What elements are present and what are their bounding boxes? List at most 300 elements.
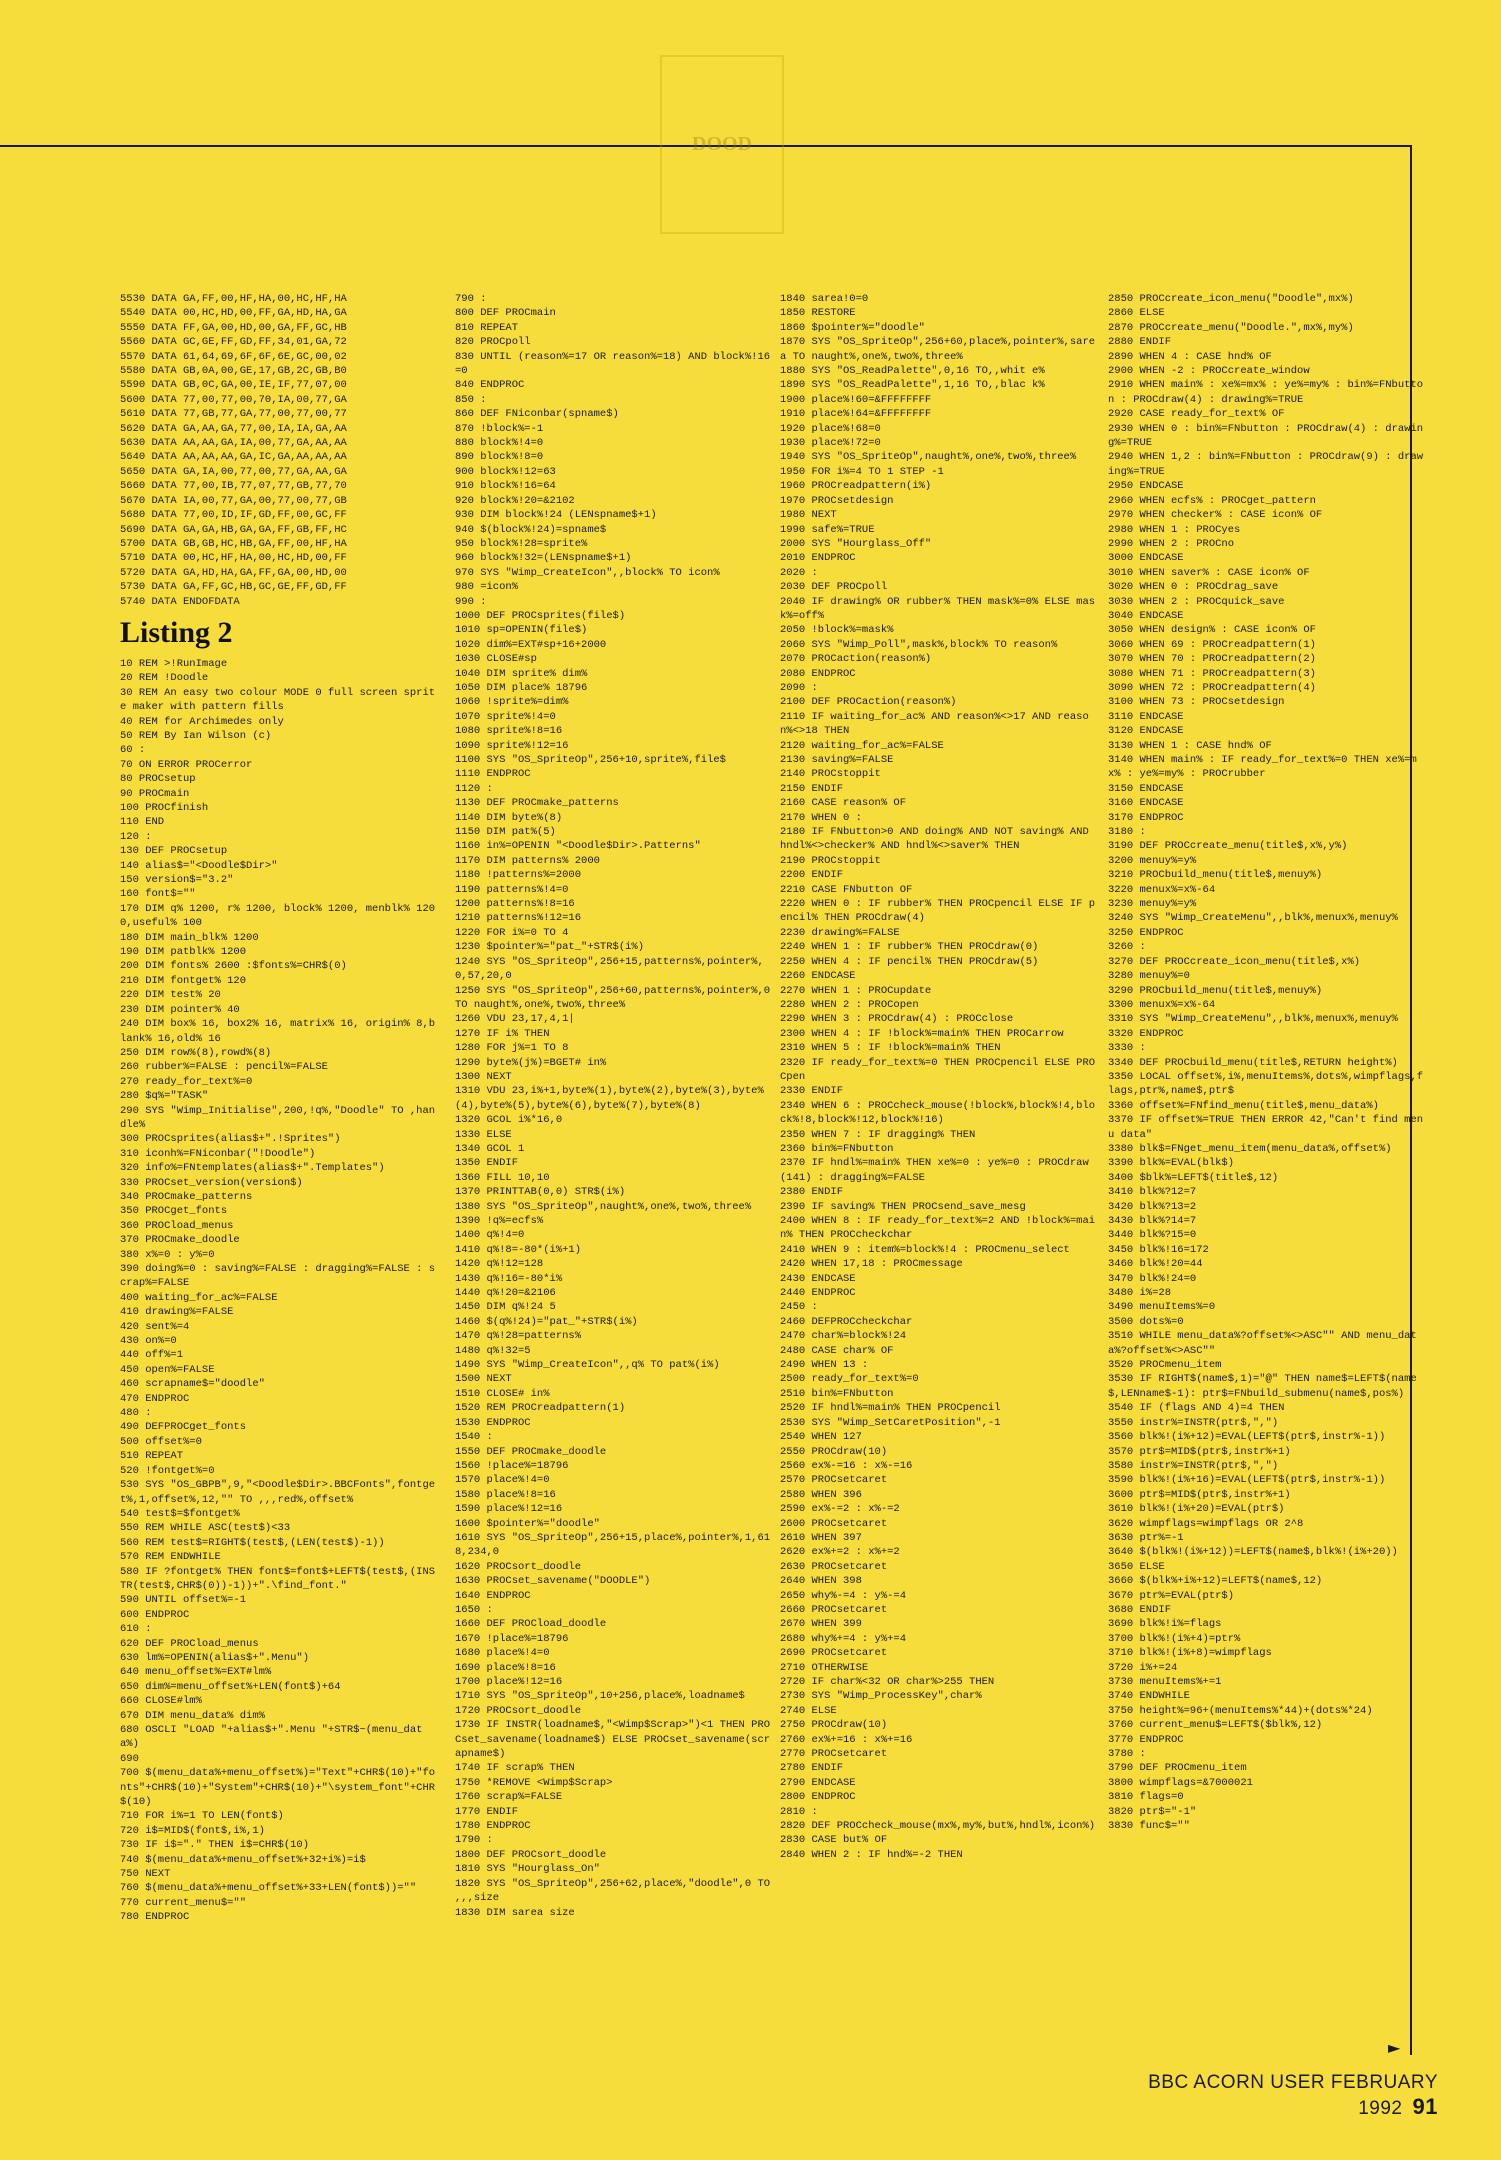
code-line: 1200 patterns%!8=16	[455, 898, 575, 911]
code-line: 2240 WHEN 1 : IF rubber% THEN PROCdraw(0)	[780, 941, 1039, 954]
page-footer	[1108, 2072, 1438, 2120]
code-line: 3500 dots%=0	[1108, 1315, 1184, 1328]
code-line: 570 REM ENDWHILE	[120, 1551, 221, 1564]
code-line: 230 DIM pointer% 40	[120, 1003, 240, 1016]
code-line: 70 ON ERROR PROCerror	[120, 758, 253, 771]
code-line: 1960 PROCreadpattern(i%)	[780, 480, 932, 493]
code-line: 3230 menuy%=y%	[1108, 898, 1197, 911]
code-line: 1360 FILL 10,10	[455, 1171, 550, 1184]
code-line: 2560 ex%-=16 : x%-=16	[780, 1459, 913, 1472]
code-line: 1210 patterns%!12=16	[455, 912, 582, 925]
code-line: 1070 sprite%!4=0	[455, 710, 556, 723]
code-line: 510 REPEAT	[120, 1450, 184, 1463]
code-line: 1570 place%!4=0	[455, 1474, 550, 1487]
code-line: 1180 !patterns%=2000	[455, 869, 582, 882]
code-line: 3250 ENDPROC	[1108, 926, 1184, 939]
code-line: 1170 DIM patterns% 2000	[455, 854, 600, 867]
code-line: 2900 WHEN -2 : PROCcreate_window	[1108, 365, 1310, 378]
code-line: 770 current_menu$=""	[120, 1896, 247, 1909]
code-line: 3740 ENDWHILE	[1108, 1690, 1190, 1703]
code-line: 140 alias$="<Doodle$Dir>"	[120, 859, 278, 872]
code-line: 2480 CASE char% OF	[780, 1344, 894, 1357]
code-line: 1040 DIM sprite% dim%	[455, 667, 588, 680]
code-line: 2450 :	[780, 1301, 818, 1314]
code-line: 3650 ELSE	[1108, 1560, 1165, 1573]
code-line: 3050 WHEN design% : CASE icon% OF	[1108, 624, 1316, 637]
code-line: 3260 :	[1108, 941, 1146, 954]
code-line: 3770 ENDPROC	[1108, 1733, 1184, 1746]
code-line: 3800 wimpflags=&7000021	[1108, 1776, 1253, 1789]
code-line: 1650 :	[455, 1603, 493, 1616]
code-line: 3120 ENDCASE	[1108, 725, 1184, 738]
code-line: 3420 blk%?13=2	[1108, 1200, 1197, 1213]
code-line: 390 doing%=0 : saving%=FALSE : dragging%=FALSE : scrap%=FALSE	[120, 1263, 436, 1290]
code-line: 1780 ENDPROC	[455, 1820, 531, 1833]
code-line: 180 DIM main_blk% 1200	[120, 931, 259, 944]
code-line: 2750 PROCdraw(10)	[780, 1719, 888, 1732]
code-line: 2160 CASE reason% OF	[780, 797, 907, 810]
code-line: 3200 menuy%=y%	[1108, 854, 1197, 867]
code-line: 2830 CASE but% OF	[780, 1834, 888, 1847]
code-line: 380 x%=0 : y%=0	[120, 1248, 215, 1261]
code-line: 2040 IF drawing% OR rubber% THEN mask%=0% ELSE mask%=off%	[780, 595, 1096, 622]
code-line: 2530 SYS "Wimp_SetCaretPosition",-1	[780, 1416, 1001, 1429]
code-line: 2730 SYS "Wimp_ProcessKey",char%	[780, 1690, 982, 1703]
code-line: 40 REM for Archimedes only	[120, 715, 284, 728]
code-line: 3470 blk%!24=0	[1108, 1272, 1197, 1285]
code-line: 5670 DATA IA,00,77,GA,00,77,00,77,GB	[120, 494, 347, 507]
code-line: 3150 ENDCASE	[1108, 782, 1184, 795]
code-line: 1100 SYS "OS_SpriteOp",256+10,sprite%,file$	[455, 754, 726, 766]
code-line: 3080 WHEN 71 : PROCreadpattern(3)	[1108, 667, 1316, 680]
code-line: 2570 PROCsetcaret	[780, 1474, 888, 1487]
code-line: 540 test$=$fontget%	[120, 1507, 240, 1520]
code-line: 410 drawing%=FALSE	[120, 1306, 234, 1319]
code-line: 340 PROCmake_patterns	[120, 1190, 253, 1203]
code-line: 620 DEF PROCload_menus	[120, 1637, 259, 1650]
code-line: 2260 ENDCASE	[780, 970, 856, 983]
code-line: 3270 DEF PROCcreate_icon_menu(title$,x%)	[1108, 955, 1361, 968]
code-column-3	[780, 292, 1098, 1862]
code-line: 2940 WHEN 1,2 : bin%=FNbutton : PROCdraw(9) : drawing%=TRUE	[1108, 451, 1424, 478]
code-line: 1630 PROCset_savename("DOODLE")	[455, 1575, 651, 1588]
code-line: 3090 WHEN 72 : PROCreadpattern(4)	[1108, 681, 1316, 694]
code-line: 3040 ENDCASE	[1108, 609, 1184, 622]
code-line: 3030 WHEN 2 : PROCquick_save	[1108, 595, 1285, 608]
code-line: 1760 scrap%=FALSE	[455, 1791, 563, 1804]
code-line: 5620 DATA GA,AA,GA,77,00,IA,IA,GA,AA	[120, 422, 347, 435]
code-line: 780 ENDPROC	[120, 1911, 190, 1924]
code-line: 3070 WHEN 70 : PROCreadpattern(2)	[1108, 653, 1316, 666]
code-line: 60 :	[120, 744, 146, 757]
code-line: 2340 WHEN 6 : PROCcheck_mouse(!block%,block%!4,block%!8,block%!12,block%!16)	[780, 1099, 1096, 1127]
code-line: 3530 IF RIGHT$(name$,1)="@" THEN name$=LEFT$(name$,LENname$-1): ptr$=FNbuild_submenu(name$,pos%)	[1108, 1373, 1417, 1400]
code-line: 50 REM By Ian Wilson (c)	[120, 729, 272, 742]
code-line: 2090 :	[780, 681, 818, 694]
code-line: 5570 DATA 61,64,69,6F,6F,6E,GC,00,02	[120, 350, 347, 363]
code-line: 3190 DEF PROCcreate_menu(title$,x%,y%)	[1108, 840, 1348, 853]
code-line: 3660 $(blk%+i%+12)=LEFT$(name$,12)	[1108, 1575, 1323, 1588]
code-line: 2470 char%=block%!24	[780, 1330, 907, 1343]
code-line: 20 REM !Doodle	[120, 672, 209, 685]
code-line: 3460 blk%!20=44	[1108, 1258, 1203, 1271]
code-line: 160 font$=""	[120, 888, 196, 901]
code-line: 2920 CASE ready_for_text% OF	[1108, 408, 1285, 421]
code-line: 3130 WHEN 1 : CASE hnd% OF	[1108, 739, 1272, 752]
code-line: 10 REM >!RunImage	[120, 657, 228, 670]
code-line: 660 CLOSE#lm%	[120, 1695, 202, 1708]
code-line: 1340 GCOL 1	[455, 1142, 525, 1155]
code-line: 3560 blk%!(i%+12)=EVAL(LEFT$(ptr$,instr%-1))	[1108, 1431, 1386, 1444]
code-line: 1290 byte%(j%)=BGET# in%	[455, 1056, 607, 1069]
code-line: 1980 NEXT	[780, 509, 837, 522]
code-line: 1720 PROCsort_doodle	[455, 1704, 582, 1717]
code-line: 1940 SYS "OS_SpriteOp",naught%,one%,two%,three%	[780, 451, 1077, 464]
code-line: 3210 PROCbuild_menu(title$,menuy%)	[1108, 869, 1323, 882]
code-line: 1320 GCOL i%*16,0	[455, 1114, 563, 1127]
code-line: 5740 DATA ENDOFDATA	[120, 595, 240, 608]
code-line: 5560 DATA GC,GE,FF,GD,FF,34,01,GA,72	[120, 336, 347, 349]
code-line: 310 iconh%=FNiconbar("!Doodle")	[120, 1147, 316, 1160]
code-line: 5600 DATA 77,00,77,00,70,IA,00,77,GA	[120, 393, 347, 406]
code-line: 440 off%=1	[120, 1349, 184, 1362]
code-line: 150 version$="3.2"	[120, 874, 234, 887]
code-line: 1420 q%!12=128	[455, 1258, 544, 1271]
code-line: 1640 ENDPROC	[455, 1589, 531, 1602]
code-line: 300 PROCsprites(alias$+".!Sprites")	[120, 1133, 341, 1146]
code-line: 2190 PROCstoppit	[780, 854, 881, 867]
code-line: 2800 ENDPROC	[780, 1791, 856, 1804]
code-line: 2460 DEFPROCcheckchar	[780, 1315, 913, 1328]
code-line: 2820 DEF PROCcheck_mouse(mx%,my%,but%,hndl%,icon%)	[780, 1820, 1096, 1833]
code-line: 990 :	[455, 595, 487, 608]
code-line: 870 !block%=-1	[455, 422, 544, 435]
code-column-4	[1108, 292, 1426, 1833]
code-line: 5550 DATA FF,GA,00,HD,00,GA,FF,GC,HB	[120, 321, 347, 334]
code-line: 1540 :	[455, 1431, 493, 1444]
code-line: 2980 WHEN 1 : PROCyes	[1108, 523, 1241, 536]
code-line: 1700 place%!12=16	[455, 1676, 563, 1688]
code-line: 1990 safe%=TRUE	[780, 523, 875, 536]
code-line: 3280 menuy%=0	[1108, 970, 1190, 983]
code-line: 2250 WHEN 4 : IF pencil% THEN PROCdraw(5)	[780, 955, 1039, 968]
code-line: 5630 DATA AA,AA,GA,IA,00,77,GA,AA,AA	[120, 437, 347, 450]
code-line: 2710 OTHERWISE	[780, 1661, 869, 1674]
code-line: 350 PROCget_fonts	[120, 1205, 228, 1218]
code-line: 970 SYS "Wimp_CreateIcon",,block% TO icon%	[455, 566, 720, 579]
code-line: 930 DIM block%!24 (LENspname$+1)	[455, 509, 657, 522]
code-line: 630 lm%=OPENIN(alias$+".Menu")	[120, 1651, 310, 1664]
code-line: 1520 REM PROCreadpattern(1)	[455, 1402, 626, 1415]
code-line: 2440 ENDPROC	[780, 1287, 856, 1300]
code-line: 2050 !block%=mask%	[780, 624, 894, 637]
code-line: 3310 SYS "Wimp_CreateMenu",,blk%,menux%,menuy%	[1108, 1013, 1398, 1026]
code-line: 2390 IF saving% THEN PROCsend_save_mesg	[780, 1200, 1026, 1213]
code-line: 3000 ENDCASE	[1108, 552, 1184, 565]
code-line: 3060 WHEN 69 : PROCreadpattern(1)	[1108, 638, 1316, 651]
code-line: 960 block%!32=(LENspname$+1)	[455, 552, 632, 565]
code-line: 1740 IF scrap% THEN	[455, 1762, 575, 1775]
code-line: 2370 IF hndl%=main% THEN xe%=0 : ye%=0 : PROCdraw(141) : dragging%=FALSE	[780, 1157, 1089, 1184]
code-line: 2070 PROCaction(reason%)	[780, 653, 932, 666]
code-line: 5700 DATA GB,GB,HC,HB,GA,FF,00,HF,HA	[120, 537, 347, 550]
code-line: 3010 WHEN saver% : CASE icon% OF	[1108, 566, 1310, 579]
code-line: 710 FOR i%=1 TO LEN(font$)	[120, 1810, 284, 1823]
code-line: 1130 DEF PROCmake_patterns	[455, 797, 619, 810]
code-line: 1110 ENDPROC	[455, 768, 531, 781]
code-line: 280 $q%="TASK"	[120, 1090, 209, 1103]
code-line: 1860 $pointer%="doodle"	[780, 321, 925, 334]
code-line: 1580 place%!8=16	[455, 1488, 556, 1501]
code-line: 3510 WHILE menu_data%?offset%<>ASC"" AND menu_data%?offset%<>ASC""	[1108, 1330, 1417, 1357]
code-line: 260 rubber%=FALSE : pencil%=FALSE	[120, 1061, 328, 1074]
code-line: 910 block%!16=64	[455, 480, 556, 493]
code-line: 2500 ready_for_text%=0	[780, 1373, 919, 1386]
code-line: 3370 IF offset%=TRUE THEN ERROR 42,"Can't find menu data"	[1108, 1114, 1424, 1141]
code-line: 240 DIM box% 16, box2% 16, matrix% 16, origin% 8,blank% 16,old% 16	[120, 1018, 436, 1045]
code-line: 2760 ex%+=16 : x%+=16	[780, 1733, 913, 1746]
code-line: 2680 why%+=4 : y%+=4	[780, 1632, 907, 1645]
code-line: 3690 blk%!i%=flags	[1108, 1618, 1222, 1631]
code-line: 2080 ENDPROC	[780, 667, 856, 680]
code-line: 3140 WHEN main% : IF ready_for_text%=0 THEN xe%=mx% : ye%=my% : PROCrubber	[1108, 754, 1417, 781]
code-line: 1900 place%!60=&FFFFFFFF	[780, 393, 932, 406]
code-line: 1530 ENDPROC	[455, 1416, 531, 1429]
code-line: 1300 NEXT	[455, 1070, 512, 1083]
code-line: 650 dim%=menu_offset%+LEN(font$)+64	[120, 1680, 341, 1693]
code-line: 2350 WHEN 7 : IF dragging% THEN	[780, 1128, 976, 1141]
code-line: 200 DIM fonts% 2600 :$fonts%=CHR$(0)	[120, 960, 347, 973]
code-line: 2910 WHEN main% : xe%=mx% : ye%=my% : bin%=FNbutton : PROCdraw(4) : drawing%=TRUE	[1108, 379, 1424, 406]
code-line: 1380 SYS "OS_SpriteOp",naught%,one%,two%,three%	[455, 1200, 752, 1213]
code-line: 360 PROCload_menus	[120, 1219, 234, 1232]
code-line: 2860 ELSE	[1108, 307, 1165, 320]
code-line: 610 :	[120, 1623, 152, 1636]
code-line: 1850 RESTORE	[780, 307, 856, 320]
code-line: 3640 $(blk%!(i%+12))=LEFT$(name$,blk%!(i%+20))	[1108, 1546, 1398, 1559]
code-line: 2000 SYS "Hourglass_Off"	[780, 537, 932, 550]
code-line: 760 $(menu_data%+menu_offset%+33+LEN(font$))=""	[120, 1882, 417, 1895]
code-line: 1400 q%!4=0	[455, 1229, 525, 1242]
code-line: 1270 IF i% THEN	[455, 1027, 550, 1040]
code-line: 3790 DEF PROCmenu_item	[1108, 1762, 1247, 1775]
code-line: 840 ENDPROC	[455, 379, 525, 392]
code-line: 600 ENDPROC	[120, 1608, 190, 1621]
code-line: 1220 FOR i%=0 TO 4	[455, 926, 569, 939]
code-line: 2790 ENDCASE	[780, 1776, 856, 1789]
code-line: 5680 DATA 77,00,ID,IF,GD,FF,00,GC,FF	[120, 509, 347, 522]
code-line: 2060 SYS "Wimp_Poll",mask%,block% TO reason%	[780, 638, 1058, 651]
code-line: 3760 current_menu$=LEFT$($blk%,12)	[1108, 1719, 1323, 1732]
code-line: 2970 WHEN checker% : CASE icon% OF	[1108, 509, 1323, 522]
code-line: 1710 SYS "OS_SpriteOp",10+256,place%,loadname$	[455, 1690, 745, 1703]
code-line: 1600 $pointer%="doodle"	[455, 1517, 600, 1530]
code-line: 5660 DATA 77,00,IB,77,07,77,GB,77,70	[120, 480, 347, 493]
code-line: 5730 DATA GA,FF,GC,HB,GC,GE,FF,GD,FF	[120, 581, 347, 594]
code-line: 500 offset%=0	[120, 1435, 202, 1448]
code-line: 2990 WHEN 2 : PROCno	[1108, 537, 1235, 550]
code-line: 1450 DIM q%!24 5	[455, 1301, 556, 1314]
code-line: 5650 DATA GA,IA,00,77,00,77,GA,AA,GA	[120, 465, 347, 478]
code-line: 750 NEXT	[120, 1868, 171, 1881]
code-line: 1030 CLOSE#sp	[455, 653, 537, 666]
code-line: 210 DIM fontget% 120	[120, 974, 247, 987]
code-line: 460 scrapname$="doodle"	[120, 1378, 265, 1391]
code-line: 1440 q%!20=&2106	[455, 1287, 556, 1300]
code-line: 530 SYS "OS_GBPB",9,"<Doodle$Dir>.BBCFonts",fontget%,1,offset%,12,"" TO ,,,red%,offset%	[120, 1479, 436, 1506]
code-line: 5610 DATA 77,GB,77,GA,77,00,77,00,77	[120, 408, 347, 421]
code-line: 1460 $(q%!24)="pat_"+STR$(i%)	[455, 1315, 638, 1328]
code-line: 1050 DIM place% 18796	[455, 681, 588, 694]
code-line: 3630 ptr%=-1	[1108, 1531, 1184, 1544]
code-line: 2170 WHEN 0 :	[780, 811, 862, 824]
code-line: 790 :	[455, 293, 487, 305]
code-line: 1670 !place%=18796	[455, 1632, 569, 1645]
code-line: 1920 place%!68=0	[780, 422, 881, 435]
code-line: 670 DIM menu_data% dim%	[120, 1709, 265, 1722]
code-line: 5720 DATA GA,HD,HA,GA,FF,GA,00,HD,00	[120, 566, 347, 579]
code-line: 2610 WHEN 397	[780, 1531, 862, 1544]
code-line: 2430 ENDCASE	[780, 1272, 856, 1285]
code-line: 2540 WHEN 127	[780, 1431, 862, 1444]
code-line: 2780 ENDIF	[780, 1762, 844, 1775]
code-line: 3570 ptr$=MID$(ptr$,instr%+1)	[1108, 1445, 1291, 1458]
code-line: 2870 PROCcreate_menu("Doodle.",mx%,my%)	[1108, 321, 1354, 334]
code-line: 400 waiting_for_ac%=FALSE	[120, 1291, 278, 1304]
code-line: 3730 menuItems%+=1	[1108, 1676, 1222, 1688]
code-line: 5710 DATA 00,HC,HF,HA,00,HC,HD,00,FF	[120, 552, 347, 565]
code-line: 830 UNTIL (reason%=17 OR reason%=18) AND block%!16=0	[455, 350, 771, 378]
code-line: 2290 WHEN 3 : PROCdraw(4) : PROCclose	[780, 1013, 1014, 1026]
code-line: 2690 PROCsetcaret	[780, 1647, 888, 1660]
code-column-1	[120, 292, 438, 1925]
code-line: 1500 NEXT	[455, 1373, 512, 1386]
code-line: 1060 !sprite%=dim%	[455, 696, 569, 709]
code-line: 3180 :	[1108, 826, 1146, 839]
watermark-logo	[660, 55, 784, 234]
page-number: 91	[1412, 2094, 1438, 2119]
code-line: 2010 ENDPROC	[780, 552, 856, 565]
code-line: 90 PROCmain	[120, 787, 190, 800]
code-line: 1490 SYS "Wimp_CreateIcon",,q% TO pat%(i%)	[455, 1359, 720, 1372]
code-line: 2400 WHEN 8 : IF ready_for_text%=2 AND !block%=main% THEN PROCcheckchar	[780, 1215, 1096, 1242]
code-line: 1480 q%!32=5	[455, 1344, 531, 1357]
code-line: 580 IF ?fontget% THEN font$=font$+LEFT$(test$,(INSTR(test$,CHR$(0))-1))+".\find_font."	[120, 1565, 436, 1592]
code-line: 1330 ELSE	[455, 1128, 512, 1141]
code-line: 3680 ENDIF	[1108, 1603, 1172, 1616]
code-line: 1730 IF INSTR(loadname$,"<Wimp$Scrap>")<1 THEN PROCset_savename(loadname$) ELSE PROCset_savename(scrapname$)	[455, 1719, 771, 1761]
code-line: 100 PROCfinish	[120, 802, 209, 814]
code-line: 2200 ENDIF	[780, 869, 844, 882]
code-line: 3490 menuItems%=0	[1108, 1301, 1216, 1314]
code-line: 1800 DEF PROCsort_doodle	[455, 1848, 607, 1861]
code-line: 2630 PROCsetcaret	[780, 1560, 888, 1573]
code-line: 3020 WHEN 0 : PROCdrag_save	[1108, 581, 1279, 594]
code-line: 420 sent%=4	[120, 1320, 190, 1333]
code-line: 2740 ELSE	[780, 1704, 837, 1717]
code-line: 1160 in%=OPENIN "<Doodle$Dir>.Patterns"	[455, 840, 701, 853]
code-line: 2030 DEF PROCpoll	[780, 581, 888, 594]
code-line: 3400 $blk%=LEFT$(title$,12)	[1108, 1171, 1279, 1184]
code-line: 2770 PROCsetcaret	[780, 1748, 888, 1761]
code-line: 880 block%!4=0	[455, 437, 544, 450]
code-column-2	[455, 292, 777, 1920]
code-line: 810 REPEAT	[455, 321, 519, 334]
code-line: 1790 :	[455, 1834, 493, 1847]
code-line: 1140 DIM byte%(8)	[455, 811, 563, 824]
code-line: 130 DEF PROCsetup	[120, 845, 228, 858]
code-line: 3240 SYS "Wimp_CreateMenu",,blk%,menux%,menuy%	[1108, 912, 1398, 925]
code-line: 740 $(menu_data%+menu_offset%+32+i%)=i$	[120, 1853, 366, 1866]
code-line: 250 DIM row%(8),rowd%(8)	[120, 1046, 272, 1059]
code-line: 2640 WHEN 398	[780, 1575, 862, 1588]
code-line: 2880 ENDIF	[1108, 336, 1172, 349]
code-line: 1430 q%!16=-80*i%	[455, 1272, 563, 1285]
code-line: 3540 IF (flags AND 4)=4 THEN	[1108, 1402, 1285, 1415]
code-line: 2150 ENDIF	[780, 782, 844, 795]
code-line: 30 REM An easy two colour MODE 0 full screen sprite maker with pattern fills	[120, 686, 436, 714]
code-line: 3830 func$=""	[1108, 1820, 1190, 1833]
code-line: 2300 WHEN 4 : IF !block%=main% THEN PROCarrow	[780, 1027, 1064, 1040]
code-line: 3100 WHEN 73 : PROCsetdesign	[1108, 696, 1285, 709]
code-line: 5580 DATA GB,0A,00,GE,17,GB,2C,GB,B0	[120, 365, 347, 378]
code-line: 2490 WHEN 13 :	[780, 1359, 869, 1372]
code-line: 2330 ENDIF	[780, 1085, 844, 1098]
code-line: 1000 DEF PROCsprites(file$)	[455, 609, 626, 622]
code-line: 1610 SYS "OS_SpriteOp",256+15,place%,pointer%,1,618,234,0	[455, 1531, 771, 1559]
code-line: 980 =icon%	[455, 581, 519, 594]
code-line: 1620 PROCsort_doodle	[455, 1560, 582, 1573]
code-line: 290 SYS "Wimp_Initialise",200,!q%,"Doodle" TO ,handle%	[120, 1104, 436, 1131]
code-line: 680 OSCLI "LOAD "+alias$+".Menu "+STR$~(menu_data%)	[120, 1724, 423, 1751]
code-line: 1680 place%!4=0	[455, 1647, 550, 1660]
code-line: 1230 $pointer%="pat_"+STR$(i%)	[455, 941, 645, 954]
code-line: 520 !fontget%=0	[120, 1464, 215, 1477]
code-line: 3360 offset%=FNfind_menu(title$,menu_data%)	[1108, 1099, 1379, 1112]
code-line: 1240 SYS "OS_SpriteOp",256+15,patterns%,pointer%,0,57,20,0	[455, 955, 764, 983]
code-line: 1470 q%!28=patterns%	[455, 1330, 582, 1343]
code-line: 1950 FOR i%=4 TO 1 STEP -1	[780, 465, 944, 478]
code-line: 3440 blk%?15=0	[1108, 1229, 1197, 1242]
code-line: 560 REM test$=RIGHT$(test$,(LEN(test$)-1))	[120, 1536, 385, 1549]
code-line: 2130 saving%=FALSE	[780, 754, 894, 766]
code-line: 3820 ptr$="-1"	[1108, 1805, 1197, 1818]
code-line: 3330 :	[1108, 1042, 1146, 1055]
code-line: 2210 CASE FNbutton OF	[780, 883, 913, 896]
code-line: 2510 bin%=FNbutton	[780, 1387, 894, 1400]
code-line: 940 $(block%!24)=spname$	[455, 523, 607, 536]
code-line: 1550 DEF PROCmake_doodle	[455, 1445, 607, 1458]
code-line: 5590 DATA GB,0C,GA,00,IE,IF,77,07,00	[120, 379, 347, 392]
code-line: 1090 sprite%!12=16	[455, 739, 569, 752]
code-line: 2930 WHEN 0 : bin%=FNbutton : PROCdraw(4) : drawing%=TRUE	[1108, 422, 1424, 450]
code-line: 3700 blk%!(i%+4)=ptr%	[1108, 1632, 1241, 1645]
code-line: 2720 IF char%<32 OR char%>255 THEN	[780, 1676, 995, 1688]
code-line: 730 IF i$="." THEN i$=CHR$(10)	[120, 1839, 310, 1852]
code-line: 490 DEFPROCget_fonts	[120, 1421, 247, 1434]
code-line: 3480 i%=28	[1108, 1287, 1172, 1300]
code-line: 2660 PROCsetcaret	[780, 1603, 888, 1616]
code-line: 1830 DIM sarea size	[455, 1906, 575, 1919]
watermark-text: DOOD	[692, 133, 752, 155]
code-line: 3750 height%=96+(menuItems%*44)+(dots%*24)	[1108, 1704, 1373, 1717]
code-line: 3670 ptr%=EVAL(ptr$)	[1108, 1589, 1235, 1602]
code-line: 3520 PROCmenu_item	[1108, 1359, 1222, 1372]
code-line: 2890 WHEN 4 : CASE hnd% OF	[1108, 350, 1272, 363]
code-line: 5640 DATA AA,AA,AA,GA,IC,GA,AA,AA,AA	[120, 451, 347, 464]
code-line: 120 :	[120, 830, 152, 843]
continue-arrow-icon: ►	[1388, 2038, 1401, 2057]
